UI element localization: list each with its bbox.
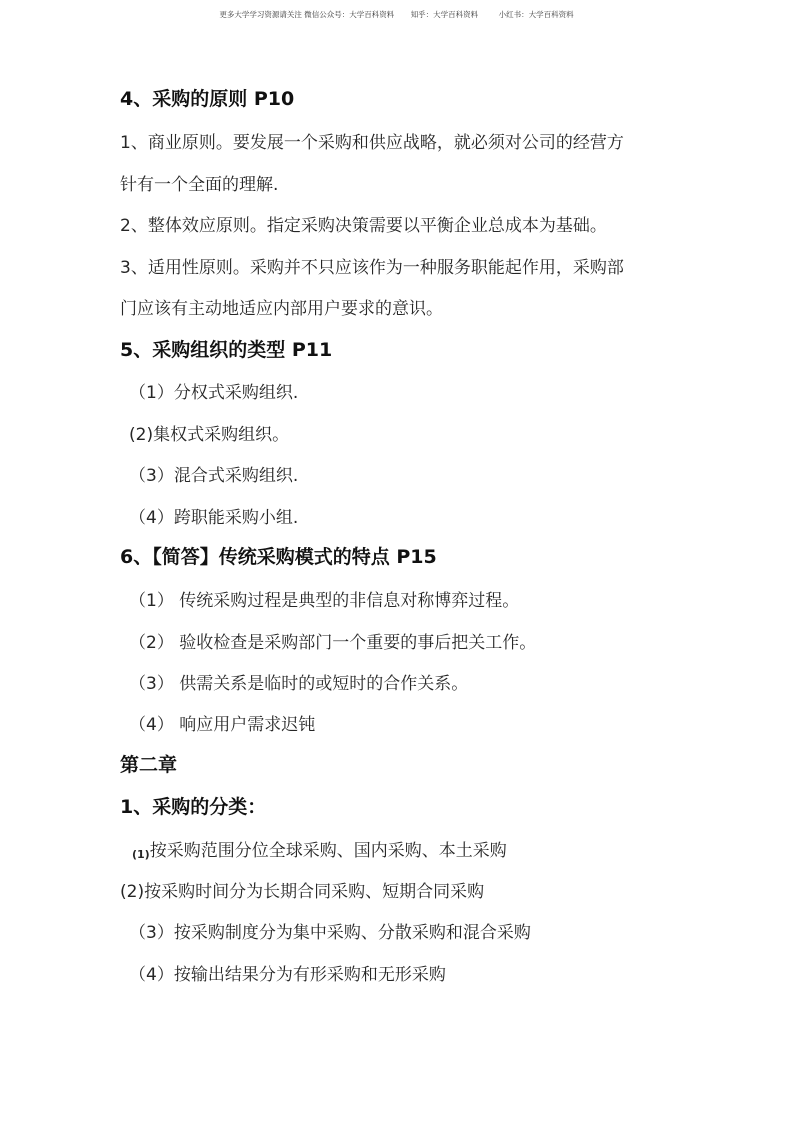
list-number: (2) — [120, 882, 145, 902]
header-zhihu: 知乎：大学百科资料 — [410, 10, 479, 19]
header-wechat: 更多大学学习资源请关注 微信公众号：大学百科资料 — [219, 10, 395, 19]
list-item-centralized: (2)集权式采购组织。 — [129, 425, 290, 445]
paragraph-overall-effect-principle: 2、整体效应原则。指定采购决策需要以平衡企业总成本为基础。 — [120, 216, 607, 236]
chapter-heading: 第二章 — [120, 754, 178, 776]
list-number: (1) — [132, 848, 150, 861]
list-item-cross-functional: （4）跨职能采购小组. — [129, 508, 299, 528]
list-item-by-time — [120, 881, 484, 903]
list-item-mixed: （3）混合式采购组织. — [129, 466, 299, 486]
section-heading-traditional-model: 6、【简答】传统采购模式的特点 P15 — [120, 546, 437, 568]
list-item-trait-1: （1） 传统采购过程是典型的非信息对称博弈过程。 — [129, 591, 520, 611]
list-item-by-system: （3）按采购制度分为集中采购、分散采购和混合采购 — [129, 923, 531, 943]
header-xiaohongshu: 小红书：大学百科资料 — [498, 10, 574, 19]
list-item-trait-2: （2） 验收检查是采购部门一个重要的事后把关工作。 — [129, 633, 537, 653]
paragraph-commercial-principle-cont: 针有一个全面的理解. — [120, 175, 279, 195]
paragraph-commercial-principle: 1、商业原则。要发展一个采购和供应战略，就必须对公司的经营方 — [120, 133, 624, 153]
paragraph-applicability-principle: 3、适用性原则。采购并不只应该作为一种服务职能起作用，采购部 — [120, 258, 624, 278]
section-heading-classification: 1、采购的分类： — [120, 796, 267, 818]
list-item-trait-4: （4） 响应用户需求迟钝 — [129, 715, 316, 735]
section-heading-org-types: 5、采购组织的类型 P11 — [120, 339, 333, 361]
list-text: 按采购范围分位全球采购、国内采购、本土采购 — [149, 841, 507, 861]
list-text: 按采购时间分为长期合同采购、短期合同采购 — [144, 882, 485, 902]
list-item-by-scope — [132, 840, 507, 866]
list-item-trait-3: （3） 供需关系是临时的或短时的合作关系。 — [129, 674, 469, 694]
paragraph-applicability-principle-cont: 门应该有主动地适应内部用户要求的意识。 — [120, 299, 443, 319]
page-header — [0, 9, 793, 20]
list-item-decentralized: （1）分权式采购组织. — [129, 383, 299, 403]
list-item-by-output: （4）按输出结果分为有形采购和无形采购 — [129, 965, 446, 985]
section-heading-principles: 4、采购的原则 P10 — [120, 88, 295, 110]
